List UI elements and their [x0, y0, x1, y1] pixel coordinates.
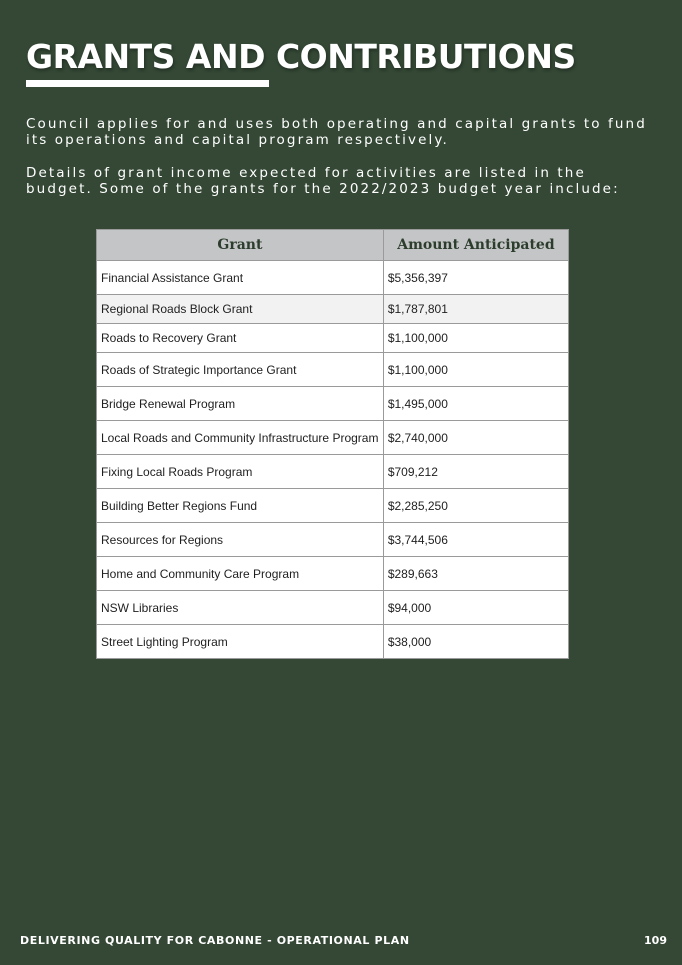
page-number: 109: [644, 934, 667, 947]
table-header-row: [97, 230, 569, 261]
column-header-grant: Grant: [97, 230, 384, 261]
grant-name-cell: Local Roads and Community Infrastructure Program: [97, 421, 384, 455]
grant-name-cell: Resources for Regions: [97, 523, 384, 557]
table-row: [97, 523, 569, 557]
grant-name-cell: Regional Roads Block Grant: [97, 295, 384, 324]
grant-name-cell: Home and Community Care Program: [97, 557, 384, 591]
grant-name-cell: NSW Libraries: [97, 591, 384, 625]
grant-name-cell: Bridge Renewal Program: [97, 387, 384, 421]
grant-name-cell: Financial Assistance Grant: [97, 261, 384, 295]
intro-paragraph-1: Council applies for and uses both operating and capital grants to fund its operations and capital program respectively.: [26, 116, 647, 148]
table-row: [97, 261, 569, 295]
grant-amount-cell: $5,356,397: [383, 261, 568, 295]
grant-name-cell: Roads of Strategic Importance Grant: [97, 353, 384, 387]
grant-name-cell: Fixing Local Roads Program: [97, 455, 384, 489]
column-header-amount: Amount Anticipated: [383, 230, 568, 261]
grants-table: [96, 229, 569, 659]
grant-amount-cell: $1,100,000: [383, 324, 568, 353]
table-row: [97, 387, 569, 421]
grant-amount-cell: $1,100,000: [383, 353, 568, 387]
table-row: [97, 421, 569, 455]
grant-name-cell: Building Better Regions Fund: [97, 489, 384, 523]
grant-name-cell: Street Lighting Program: [97, 625, 384, 659]
grant-amount-cell: $1,787,801: [383, 295, 568, 324]
grant-amount-cell: $2,285,250: [383, 489, 568, 523]
grant-amount-cell: $2,740,000: [383, 421, 568, 455]
grant-amount-cell: $709,212: [383, 455, 568, 489]
table-row: [97, 353, 569, 387]
grant-amount-cell: $38,000: [383, 625, 568, 659]
grant-amount-cell: $3,744,506: [383, 523, 568, 557]
table-row: [97, 489, 569, 523]
grant-name-cell: Roads to Recovery Grant: [97, 324, 384, 353]
table-row: [97, 591, 569, 625]
grant-amount-cell: $289,663: [383, 557, 568, 591]
page-title: GRANTS AND CONTRIBUTIONS: [26, 37, 576, 76]
table-row: [97, 324, 569, 353]
table-row: [97, 625, 569, 659]
table-row: [97, 557, 569, 591]
table-row: [97, 295, 569, 324]
grant-amount-cell: $94,000: [383, 591, 568, 625]
grant-amount-cell: $1,495,000: [383, 387, 568, 421]
title-underline: [26, 80, 269, 87]
table-row: [97, 455, 569, 489]
intro-paragraph-2: Details of grant income expected for activities are listed in the budget. Some of the grants for the 2022/2023 budget year include:: [26, 165, 620, 197]
footer-text: DELIVERING QUALITY FOR CABONNE - OPERATIONAL PLAN: [20, 934, 410, 947]
